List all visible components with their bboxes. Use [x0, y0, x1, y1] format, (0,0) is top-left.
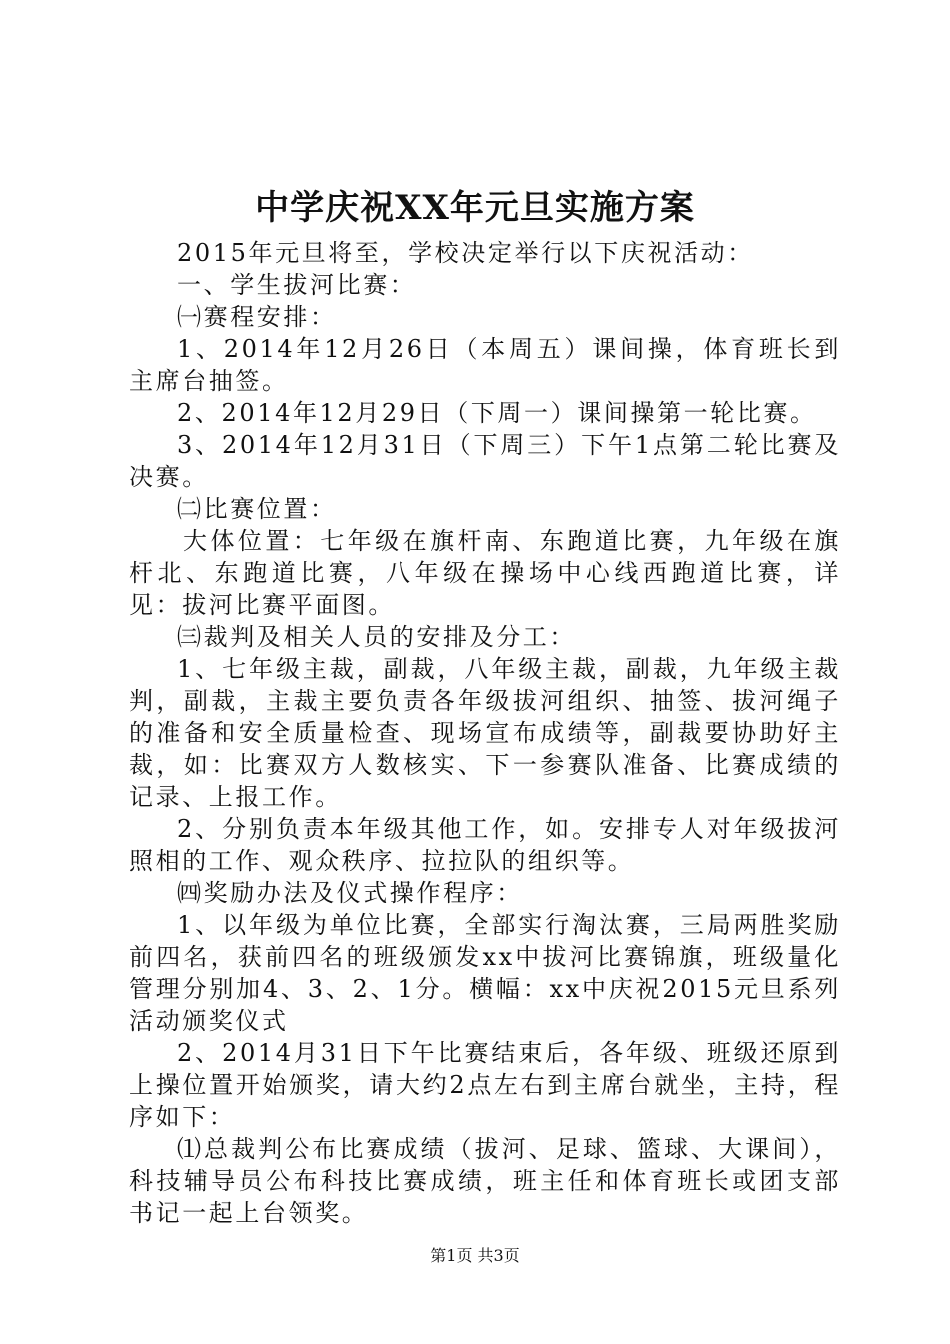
subsection-heading-location: ㈡比赛位置：: [177, 495, 337, 523]
subsection-heading-referees: ㈢裁判及相关人员的安排及分工：: [177, 623, 576, 651]
document-body: [129, 237, 841, 1229]
paragraph-referees-2: 2、分别负责本年级其他工作，如。安排专人对年级拔河照相的工作、观众秩序、拉拉队的组织等。: [129, 815, 841, 875]
paragraph-schedule-2: 2、2014年12月29日（下周一）课间操第一轮比赛。: [177, 399, 817, 427]
section-heading-tug-of-war: 一、学生拔河比赛：: [177, 271, 417, 299]
paragraph-awards-2: 2、2014月31日下午比赛结束后，各年级、班级还原到上操位置开始颁奖，请大约2点左右到主席台就坐，主持，程序如下：: [129, 1039, 841, 1131]
subsection-heading-awards: ㈣奖励办法及仪式操作程序：: [177, 879, 523, 907]
page-footer: 第1页 共3页: [430, 1246, 520, 1265]
paragraph-referees-1: 1、七年级主裁，副裁，八年级主裁，副裁，九年级主裁判，副裁，主裁主要负责各年级拔河组织、抽签、拔河绳子的准备和安全质量检查、现场宣布成绩等，副裁要协助好主裁，如：比赛双方人数核实、下一参赛队准备、比赛成绩的记录、上报工作。: [129, 655, 841, 811]
subsection-heading-schedule: ㈠赛程安排：: [177, 303, 337, 331]
paragraph-schedule-1: 1、2014年12月26日（本周五）课间操，体育班长到主席台抽签。: [129, 335, 841, 395]
paragraph-awards-1: 1、以年级为单位比赛，全部实行淘汰赛，三局两胜奖励前四名，获前四名的班级颁发xx中拔河比赛锦旗，班级量化管理分别加4、3、2、1分。横幅：xx中庆祝2015元旦系列活动颁奖仪式: [129, 911, 841, 1035]
paragraph-intro: 2015年元旦将至，学校决定举行以下庆祝活动：: [177, 239, 754, 267]
paragraph-location: 大体位置：七年级在旗杆南、东跑道比赛，九年级在旗杆北、东跑道比赛，八年级在操场中心线西跑道比赛，详见：拔河比赛平面图。: [129, 527, 841, 619]
paragraph-awards-3: ⑴总裁判公布比赛成绩（拔河、足球、篮球、大课间），科技辅导员公布科技比赛成绩，班主任和体育班长或团支部书记一起上台领奖。: [129, 1135, 841, 1227]
document-title: 中学庆祝XX年元旦实施方案: [255, 188, 695, 228]
paragraph-schedule-3: 3、2014年12月31日（下周三）下午1点第二轮比赛及决赛。: [129, 431, 841, 491]
